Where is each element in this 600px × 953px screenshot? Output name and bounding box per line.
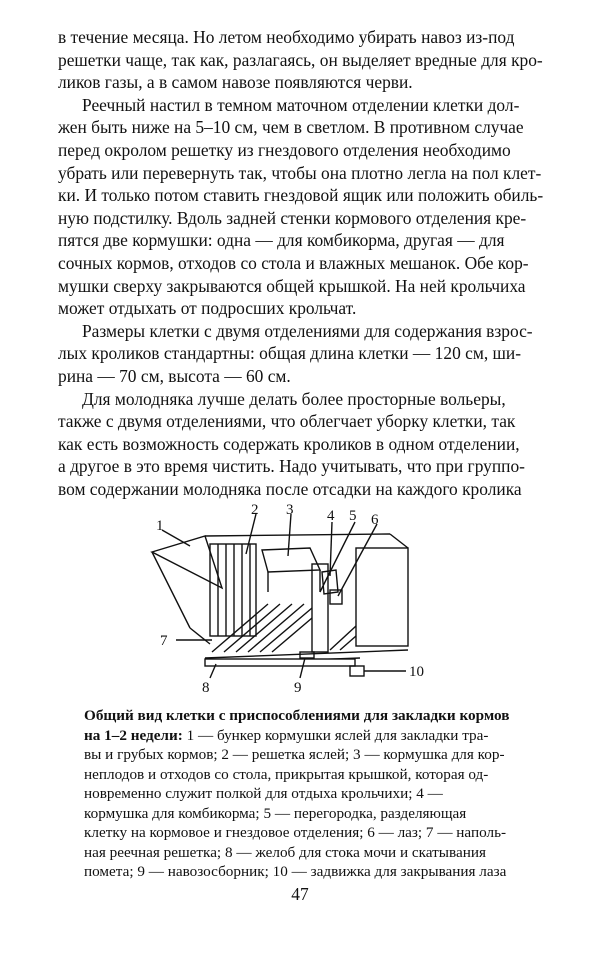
manure-collector-shape [300,652,314,658]
text-line: в течение месяца. Но летом необходимо убирать навоз из-под [58,27,515,47]
figure-label-2: 2 [251,502,259,518]
text-line: перед окролом решетку из гнездового отделения необходимо [58,139,511,160]
body-text [58,26,544,500]
figure-label-8: 8 [202,680,210,696]
caption-first-text: 1 — бункер кормушки яслей для закладки тра- [182,726,489,744]
hay-rack-shape [210,544,256,636]
rabbit-cage-drawing [150,500,440,696]
caption-title: Общий вид клетки с приспособлениями для закладки кормов [84,707,510,724]
figure-label-10: 10 [409,664,424,680]
text-line: Размеры клетки с двумя отделениями для содержания взрос- [82,320,533,341]
text-line: ную подстилку. Вдоль задней стенки кормового отделения кре- [58,207,527,228]
figure-label-6: 6 [371,512,379,528]
figure-label-4: 4 [327,508,335,524]
caption-line: новременно служит полкой для отдыха крольчихи; 4 — [84,785,443,802]
caption-line: помета; 9 — навозосборник; 10 — задвижка для закрывания лаза [84,863,507,880]
caption-line [84,726,518,746]
figure-caption [84,706,518,882]
gutter-shape [205,659,355,666]
text-line: ликов газы, а в самом навозе появляются черви. [58,72,413,93]
caption-line: неплодов и отходов со стола, прикрытая крышкой, которая од- [84,765,489,783]
right-wall-shape [356,548,408,646]
caption-line: ная реечная решетка; 8 — желоб для стока мочи и скатывания [84,843,486,861]
figure-label-9: 9 [294,680,302,696]
root-feeder-shape [262,548,320,572]
text-line: рина — 70 см, высота — 60 см. [58,365,291,386]
text-line: также с двумя отделениями, что облегчает уборку клетки, так [58,411,516,432]
caption-title-cont: на 1–2 недели: [84,726,183,744]
text-line: ки. И только потом ставить гнездовой ящик или положить обиль- [58,185,544,206]
text-line: сочных кормов, отходов со стола и влажных мешанок. Обе кор- [58,252,529,273]
caption-line: кормушка для комбикорма; 5 — перегородка, разделяющая [84,804,467,822]
text-line: вом содержании молодняка после отсадки на каждого кролика [58,478,522,499]
figure-label-5: 5 [349,508,357,524]
text-line: решетки чаще, так как, разлагаясь, он выделяет вредные для кро- [58,49,543,70]
text-line: Для молодняка лучше делать более просторные вольеры, [82,388,506,409]
text-line: Реечный настил в темном маточном отделении клетки дол- [82,94,520,115]
caption-line: вы и грубых кормов; 2 — решетка яслей; 3 — кормушка для кор- [84,746,505,763]
text-line: жен быть ниже на 5–10 см, чем в светлом. В противном случае [58,117,524,138]
text-line: лых кроликов стандартны: общая длина клетки — 120 см, ши- [58,343,522,364]
text-line: может отдыхать от подросших крольчат. [58,298,357,319]
text-line: пятся две кормушки: одна — для комбикорма, другая — для [58,230,505,251]
figure-label-3: 3 [286,502,294,518]
text-line: убрать или перевернуть так, чтобы она плотно легла на пол клет- [58,162,542,183]
text-line: мушки сверху закрываются общей крышкой. На ней крольчиха [58,275,526,296]
text-line: а другое в это время чистить. Надо учитывать, что при группо- [58,456,525,477]
page-number: 47 [291,884,309,904]
figure-label-7: 7 [160,633,168,649]
text-line: как есть возможность содержать кроликов в одном отделении, [58,433,520,454]
rabbit-cage-figure [150,500,440,696]
figure-label-1: 1 [156,518,164,534]
caption-line: клетку на кормовое и гнездовое отделения; 6 — лаз; 7 — наполь- [84,824,507,841]
caption-line [84,706,518,726]
latch-shape [350,666,364,676]
